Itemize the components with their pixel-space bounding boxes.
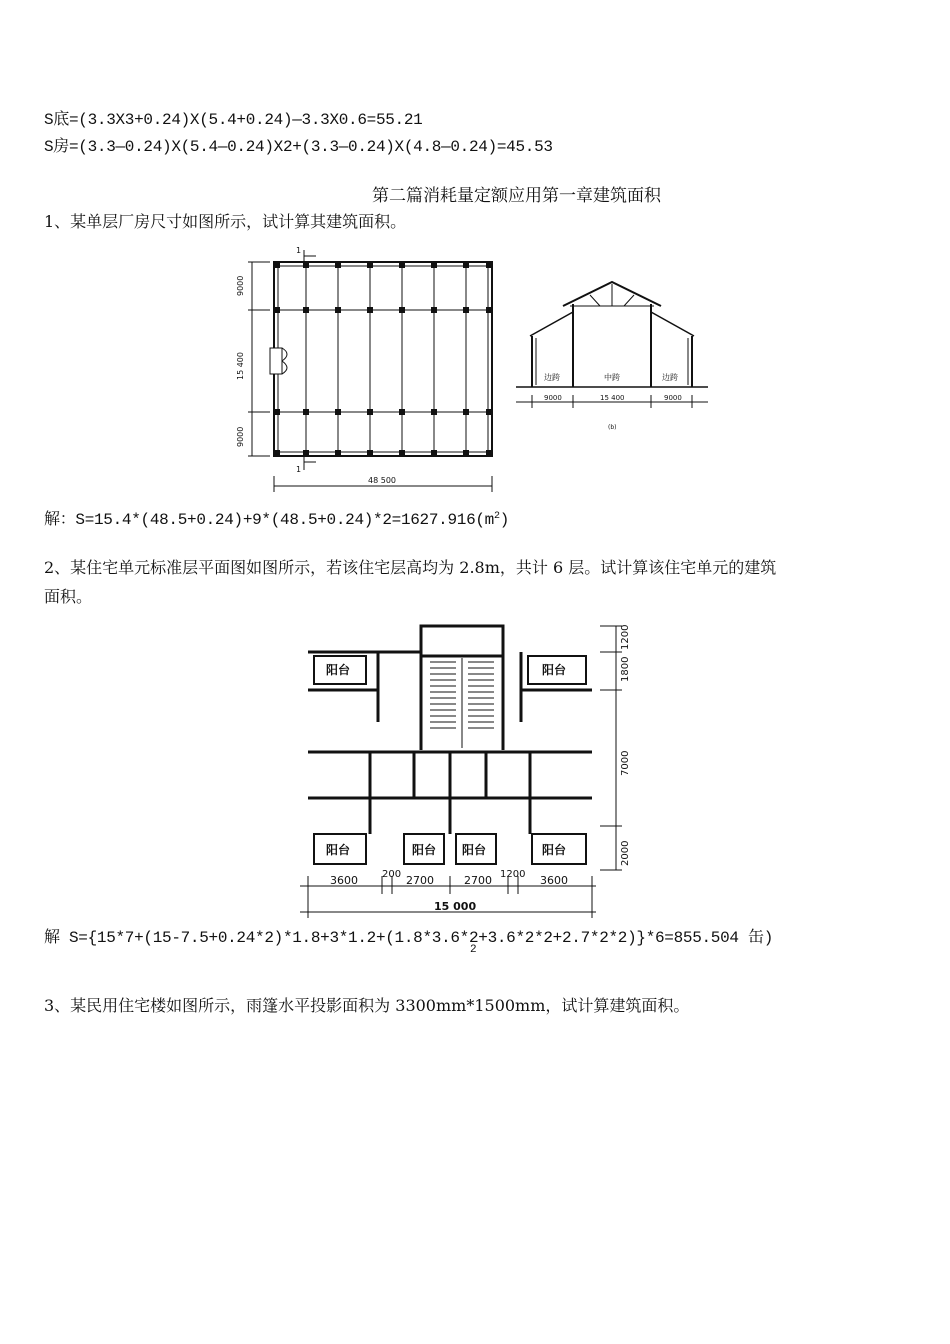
balcony-bm2-label: 阳台 [462, 843, 487, 857]
right-dim-2000: 2000 [620, 840, 631, 866]
answer-1-close: ) [499, 511, 509, 529]
section-dim-right: 9000 [664, 394, 682, 402]
right-dim-7000: 7000 [620, 750, 631, 776]
answer-2-subscript: 2 [470, 944, 477, 956]
right-dim-1200: 1200 [620, 624, 631, 650]
floor-plan-figure [296, 622, 636, 922]
factory-section [516, 282, 708, 408]
right-dim-1800: 1800 [620, 656, 631, 682]
section-title: 第二篇消耗量定额应用第一章建筑面积 [372, 186, 661, 206]
bottom-dim-2700-right: 2700 [464, 874, 492, 887]
section-mark-bottom: 1 [296, 465, 302, 474]
question-2-line1: 2、某住宅单元标准层平面图如图所示，若该住宅层高均为 2.8m，共计 6 层。试计算该住宅单元的建筑 [44, 558, 777, 577]
bottom-dim-2700-left: 2700 [406, 874, 434, 887]
factory-door [270, 348, 287, 374]
section-right-span: 边跨 [662, 373, 678, 382]
section-middle-span: 中跨 [604, 373, 620, 382]
floor-plan-stairs [430, 658, 494, 748]
plan-dim-bottom: 48 500 [368, 476, 396, 485]
factory-columns [274, 262, 492, 456]
plan-dim-left-mid: 15 400 [236, 352, 245, 380]
bottom-dim-3600-left: 3600 [330, 874, 358, 887]
plan-dim-left-top: 9000 [236, 275, 245, 296]
balcony-tr-label: 阳台 [542, 663, 567, 677]
factory-plan [274, 262, 492, 456]
bottom-dim-1200: 1200 [500, 869, 526, 880]
section-dim-middle: 15 400 [600, 394, 625, 402]
section-caption: (b) [608, 424, 617, 431]
factory-figure [230, 240, 720, 500]
section-mark-top: 1 [296, 246, 302, 255]
plan-dim-left-bottom: 9000 [236, 426, 245, 447]
bottom-dim-3600-right: 3600 [540, 874, 568, 887]
answer-1-text: 解：S=15.4*(48.5+0.24)+9*(48.5+0.24)*2=1627.916(m [44, 511, 494, 529]
section-dim-left: 9000 [544, 394, 562, 402]
balcony-br-label: 阳台 [542, 843, 567, 857]
balcony-bm1-label: 阳台 [412, 843, 437, 857]
question-1: 1、某单层厂房尺寸如图所示，试计算其建筑面积。 [44, 212, 407, 231]
floor-plan-walls [308, 626, 592, 834]
formula-s-fang: S房=(3.3—0.24)X(5.4—0.24)X2+(3.3—0.24)X(4.8—0.24)=45.53 [44, 138, 553, 156]
total-width-dim: 15 000 [434, 900, 477, 913]
plan-left-dims [248, 262, 270, 456]
bottom-dim-200: 200 [382, 869, 402, 880]
formula-s-di: S底=(3.3X3+0.24)X(5.4+0.24)—3.3X0.6=55.21 [44, 111, 423, 129]
answer-1-superscript: 2 [493, 511, 500, 522]
question-2-line2: 面积。 [44, 587, 93, 606]
balcony-bl-label: 阳台 [326, 843, 351, 857]
balcony-tl-label: 阳台 [326, 663, 351, 677]
answer-1 [44, 510, 509, 533]
floor-plan-right-dims [600, 626, 622, 870]
section-left-span: 边跨 [544, 373, 560, 382]
question-3: 3、某民用住宅楼如图所示，雨篷水平投影面积为 3300mm*1500mm，试计算建筑面积。 [44, 996, 690, 1015]
answer-2: 解 S={15*7+(15-7.5+0.24*2)*1.8+3*1.2+(1.8*3.6*2+3.6*2*2+2.7*2*2)}*6=855.504 缶) [44, 929, 774, 947]
